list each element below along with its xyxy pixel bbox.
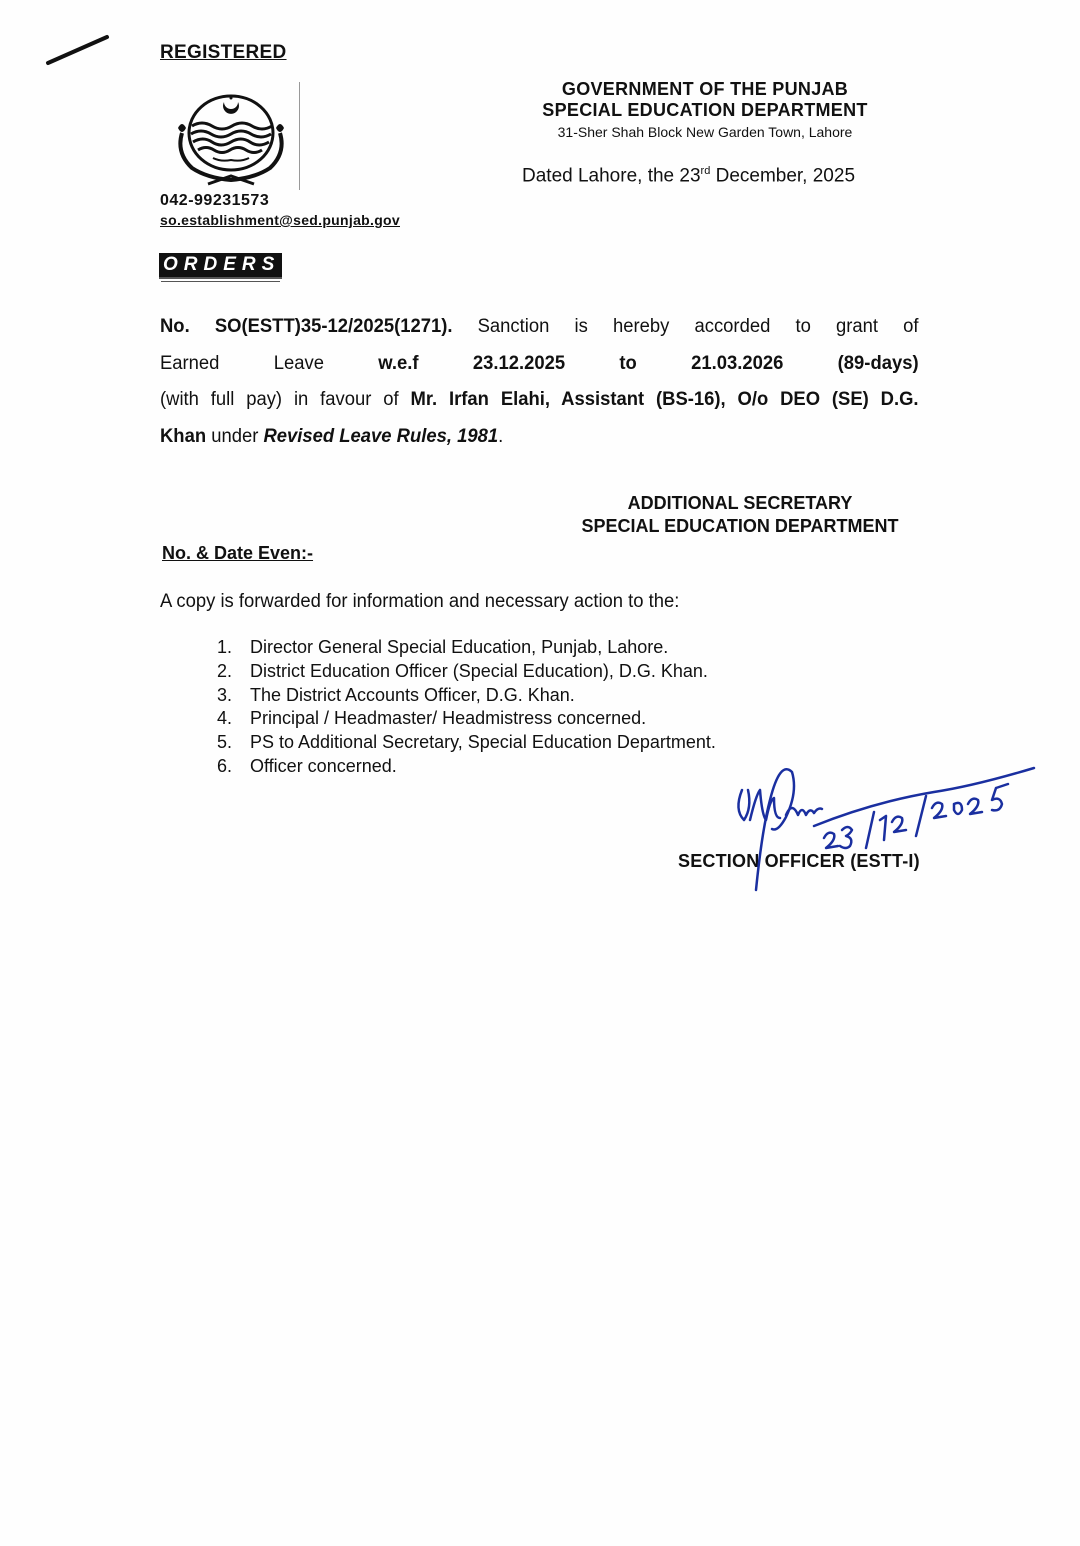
order-number: No. SO(ESTT)35-12/2025(1271). [160,316,453,337]
order-line-3 [160,382,919,419]
recipient-text: Director General Special Education, Punjab, Lahore. [250,637,669,657]
leave-duration: (89-days) [837,352,919,374]
word: w.e.f [378,352,419,374]
list-item [217,755,716,779]
header-divider [299,82,300,190]
list-item [217,684,716,708]
recipient-text: PS to Additional Secretary, Special Education Department. [250,732,716,753]
list-item [217,636,716,660]
order-text: . [498,425,504,447]
list-number: 4. [217,708,233,729]
registered-label: REGISTERED [160,42,287,63]
dated-prefix: Dated Lahore, the 23 [522,165,701,187]
order-text: (with full pay) in favour of [160,389,411,410]
list-number: 6. [217,755,233,776]
list-item [217,660,716,684]
leave-rules: Revised Leave Rules, 1981 [263,425,499,447]
word: Sanction [477,316,550,337]
handwritten-signature [720,760,1040,900]
list-number: 5. [217,732,233,753]
word: Earned [160,352,220,374]
order-paragraph [160,309,919,455]
recipient-list [217,636,716,779]
no-date-even-heading: No. & Date Even:- [162,543,314,563]
government-title: GOVERNMENT OF THE PUNJAB [561,79,849,99]
list-number: 2. [217,660,233,681]
phone-number: 042-99231573 [160,192,270,209]
word: of [903,316,919,337]
section-officer-title: SECTION OFFICER (ESTT-I) [678,851,920,871]
word: grant [835,316,879,337]
order-line-4 [160,419,919,456]
leave-end-date: 21.03.2026 [691,352,784,374]
employee-station: Khan [160,425,207,447]
dated-line [522,165,855,187]
recipient-text: District Education Officer (Special Education), D.G. Khan. [250,660,708,681]
copy-intro: A copy is forwarded for information and necessary action to the: [160,591,680,612]
orders-heading: ORDERS [159,253,282,279]
list-item [217,707,716,731]
pen-mark [45,30,115,70]
recipient-text: The District Accounts Officer, D.G. Khan. [250,684,575,705]
dated-rest: December, 2025 [710,165,856,187]
word: to [795,316,811,337]
word: Leave [273,352,324,374]
dated-suffix: rd [700,165,711,177]
department-title: SPECIAL EDUCATION DEPARTMENT [542,100,868,120]
list-number: 3. [217,684,233,705]
signatory-department: SPECIAL EDUCATION DEPARTMENT [581,516,899,536]
punjab-emblem-logo [168,88,294,188]
signatory-title: ADDITIONAL SECRETARY [627,493,853,513]
list-item [217,731,716,755]
recipient-text: Principal / Headmaster/ Headmistress concerned. [250,708,647,729]
department-address: 31-Sher Shah Block New Garden Town, Lahore [557,124,853,140]
word: accorded [694,316,771,337]
leave-start-date: 23.12.2025 [472,352,566,374]
word: to [619,352,637,374]
word: hereby [612,316,670,337]
recipient-text: Officer concerned. [250,755,397,776]
list-number: 1. [217,637,233,657]
word: is [574,316,588,337]
order-text: under [206,425,264,447]
employee-details: Mr. Irfan Elahi, Assistant (BS-16), O/o DEO (SE) D.G. [410,389,919,410]
signatory-block [540,492,940,538]
order-line-1 [160,309,919,346]
order-line-2 [160,346,919,383]
email-link[interactable]: so.establishment@sed.punjab.gov [160,212,400,228]
